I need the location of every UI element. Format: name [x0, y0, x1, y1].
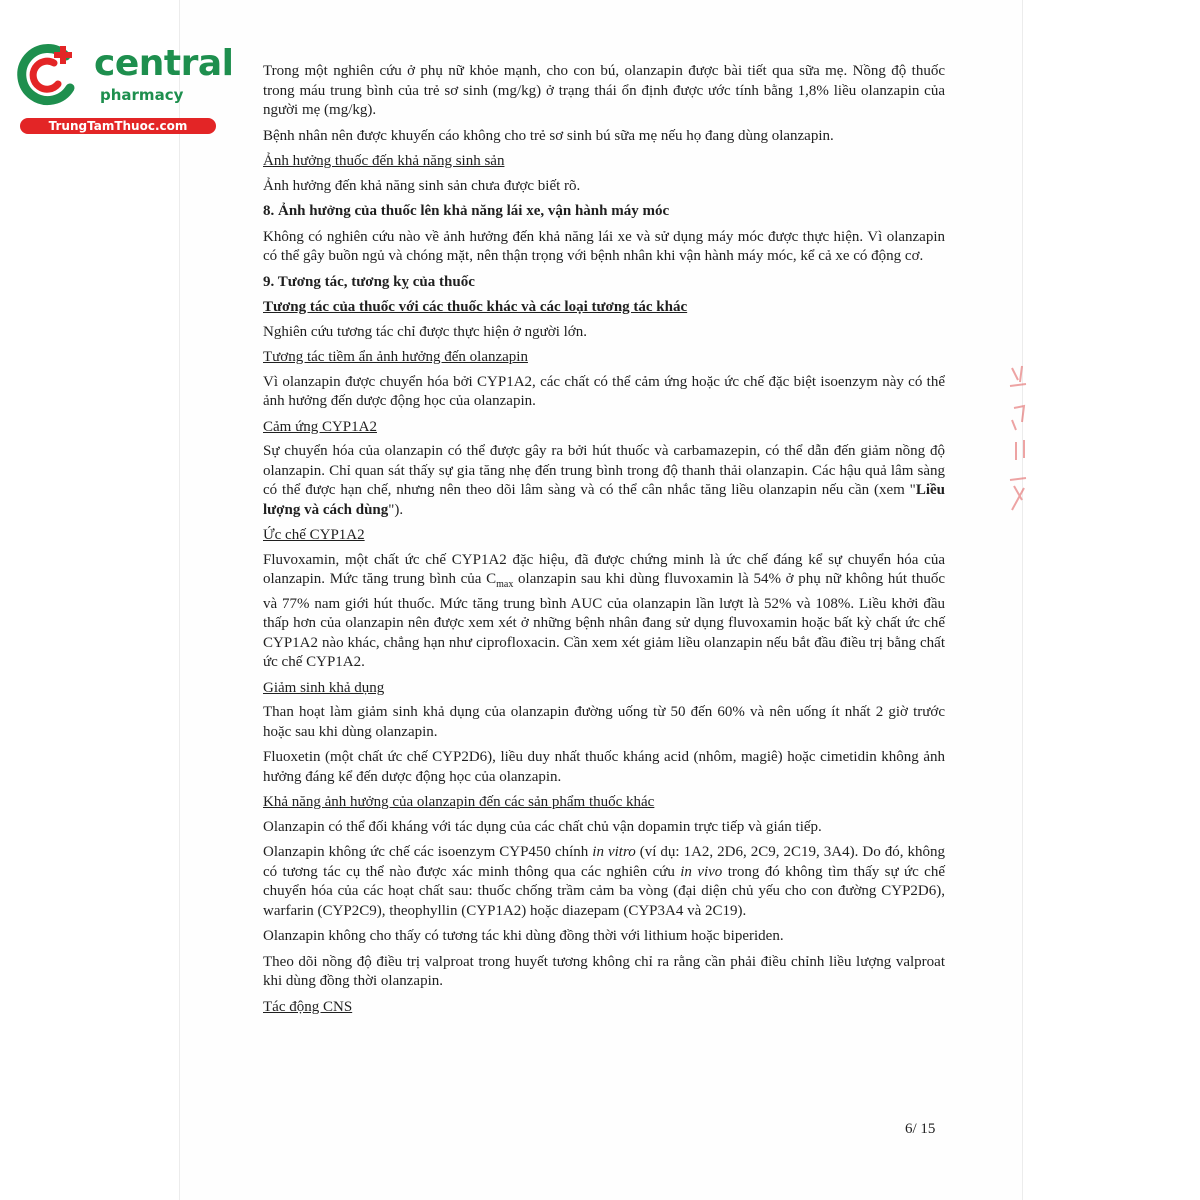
subheading-bioavailability: Giảm sinh khả dụng [263, 679, 385, 696]
logo-brand-name: central [94, 43, 234, 84]
logo-url-banner: TrungTamThuoc.com [20, 118, 216, 134]
paragraph-induction [263, 442, 945, 520]
induction-text-c: "). [388, 501, 404, 518]
subheading-effects-on-other-drugs: Khả năng ảnh hưởng của olanzapin đến các sản phẩm thuốc khác [263, 794, 655, 810]
central-pharmacy-logo [8, 38, 234, 138]
inhibition-text-a: Fluvoxamin, một chất ức chế CYP1A2 đặc hiệu, đã được chứng minh là ức chế đáng kể sự chuyển hóa của olanzapin. Mức tăng trung bình của C [263, 551, 945, 587]
in-vitro-term: in vitro [592, 844, 636, 860]
paragraph-cyp450 [263, 843, 945, 921]
dosage-reference: Liều lượng và cách dùng [263, 482, 945, 518]
paragraph-lactation: Trong một nghiên cứu ở phụ nữ khỏe mạnh, cho con bú, olanzapin được bài tiết qua sữa mẹ. Nồng độ thuốc trong máu trung bình của trẻ sơ sinh (mg/kg) ở trạng thái ổn định được ước tính bằng 1,8% liều olanzapin của người mẹ (mg/kg). [263, 63, 945, 118]
in-vivo-term: in vivo [680, 863, 723, 880]
page-number: 6/ 15 [905, 1121, 936, 1137]
cyp450-text-c: trong đó không tìm thấy sự ức chế chuyển hóa của các hoạt chất sau: thuốc chống trầm cảm ba vòng (đại diện chủ yếu cho con đường CYP2D6), warfarin (CYP2C9), theophyllin (CYP1A2) hoặc diazepam (CYP3A4 và 2C19). [263, 863, 945, 919]
paragraph-cyp1a2-metabolism: Vì olanzapin được chuyển hóa bởi CYP1A2, các chất có thể cảm ứng hoặc ức chế đặc biệt isoenzym này có thể ảnh hưởng đến dược động học của olanzapin. [263, 373, 945, 409]
cmax-subscript: max [496, 579, 514, 590]
subheading-potential-interactions: Tương tác tiềm ẩn ảnh hưởng đến olanzapin [263, 349, 528, 365]
paragraph-charcoal: Than hoạt làm giảm sinh khả dụng của olanzapin đường uống từ 50 đến 60% và nên uống ít nhất 2 giờ trước hoặc sau khi dùng olanzapin. [263, 704, 945, 740]
heading-section-9: 9. Tương tác, tương kỵ của thuốc [263, 273, 475, 290]
paragraph-fluoxetine: Fluoxetin (một chất ức chế CYP2D6), liều duy nhất thuốc kháng acid (nhôm, magiê) hoặc cimetidin không ảnh hưởng đáng kể đến dược động học của olanzapin. [263, 749, 945, 785]
paragraph-driving: Không có nghiên cứu nào về ảnh hưởng đến khả năng lái xe và sử dụng máy móc được thực hiện. Vì olanzapin có thể gây buồn ngủ và chóng mặt, nên thận trọng với bệnh nhân khi vận hành máy móc, kể cả xe có động cơ. [263, 228, 945, 264]
pharmacy-c-cross-icon [14, 42, 80, 108]
subheading-interactions: Tương tác của thuốc với các thuốc khác và các loại tương tác khác [263, 299, 688, 315]
cyp450-text-a: Olanzapin không ức chế các isoenzym CYP450 chính [263, 844, 593, 860]
inhibition-text-b: olanzapin sau khi dùng fluvoxamin là 54% ở phụ nữ không hút thuốc và 77% nam giới hút thuốc. Mức tăng trung bình AUC của olanzapin lần lượt là 52% và 108%. Liều khởi đầu thấp hơn của olanzapin nên được xem xét ở những bệnh nhân đang sử dụng fluvoxamin hoặc bất kỳ chất ức chế CYP1A2 nào khác, chẳng hạn như ciprofloxacin. Cần xem xét giảm liều olanzapin nếu bắt đầu điều trị bằng chất ức chế CYP1A2. [263, 571, 945, 670]
paragraph-valproate: Theo dõi nồng độ điều trị valproat trong huyết tương không chỉ ra rằng cần phải điều chỉnh liều lượng valproat khi dùng đồng thời olanzapin. [263, 953, 945, 989]
red-stamp-marks [1004, 360, 1034, 520]
paragraph-fertility: Ảnh hưởng đến khả năng sinh sản chưa được biết rõ. [263, 177, 581, 194]
paragraph-dopamine: Olanzapin có thể đối kháng với tác dụng của các chất chủ vận dopamin trực tiếp và gián tiếp. [263, 818, 822, 835]
heading-section-8: 8. Ảnh hưởng của thuốc lên khả năng lái xe, vận hành máy móc [263, 203, 670, 219]
logo-brand-sub: pharmacy [100, 86, 184, 104]
paragraph-breastfeeding-advice: Bệnh nhân nên được khuyến cáo không cho trẻ sơ sinh bú sữa mẹ nếu họ đang dùng olanzapin. [263, 127, 834, 144]
cyp450-text-b: (ví dụ: 1A2, 2D6, 2C9, 2C19, 3A4). Do đó, không có tương tác cụ thể nào được xác minh thông qua các nghiên cứu [263, 844, 945, 880]
paragraph-adult-studies: Nghiên cứu tương tác chỉ được thực hiện ở người lớn. [263, 323, 587, 340]
subheading-cyp1a2-inhibition: Ức chế CYP1A2 [263, 527, 365, 543]
subheading-cyp1a2-induction: Cảm ứng CYP1A2 [263, 418, 377, 435]
subheading-cns: Tác động CNS [263, 998, 353, 1015]
paragraph-lithium: Olanzapin không cho thấy có tương tác khi dùng đồng thời với lithium hoặc biperiden. [263, 928, 784, 944]
induction-text-a: Sự chuyển hóa của olanzapin có thể được gây ra bởi hút thuốc và carbamazepin, có thể dẫn đến giảm nồng độ olanzapin. Chỉ quan sát thấy sự gia tăng nhẹ đến trung bình trong độ thanh thải olanzapin. Các hậu quả lâm sàng có thể được hạn chế, nhưng nên theo dõi lâm sàng và có thể cân nhắc tăng liều olanzapin nếu cần (xem " [263, 443, 945, 498]
subheading-fertility: Ảnh hưởng thuốc đến khả năng sinh sản [263, 153, 505, 169]
document-body [263, 62, 945, 1022]
paragraph-inhibition [263, 551, 945, 673]
